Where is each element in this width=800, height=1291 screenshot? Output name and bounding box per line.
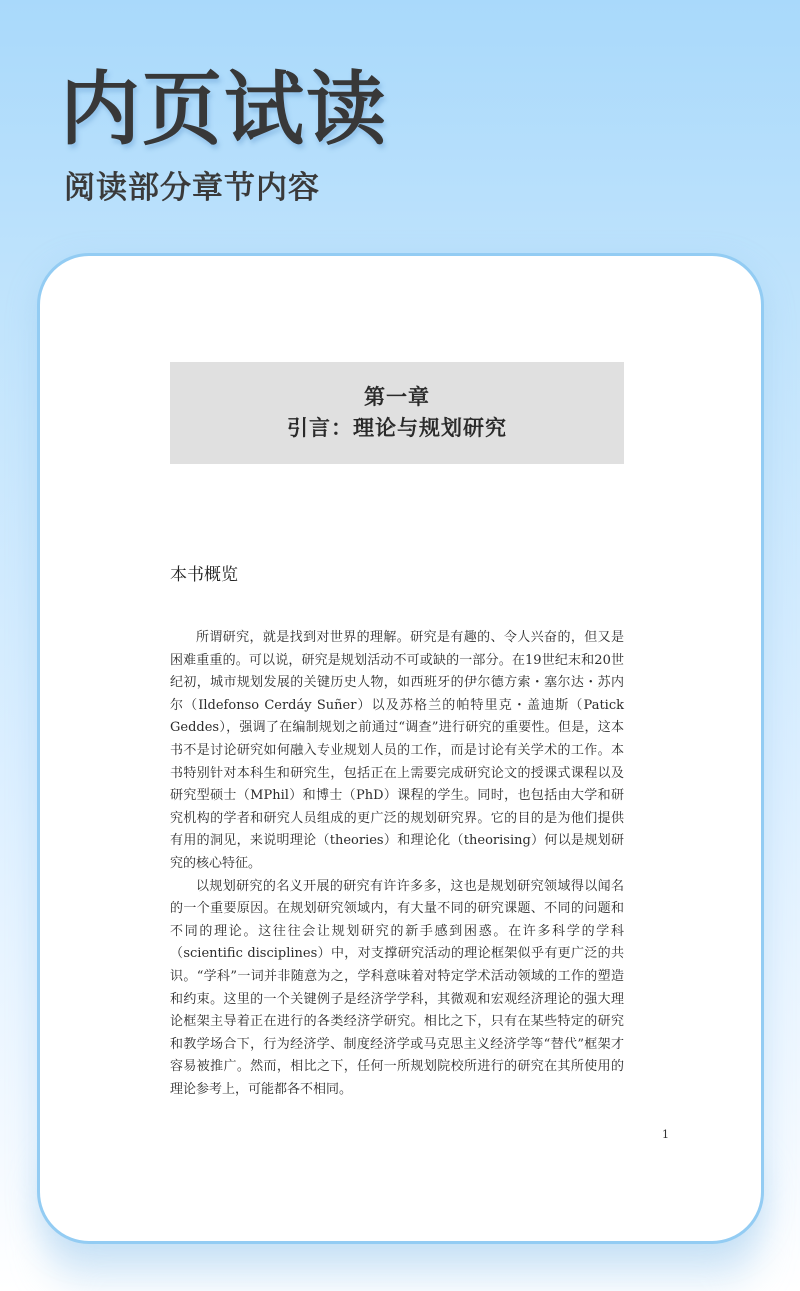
book-page xyxy=(170,362,624,1101)
page-number: 1 xyxy=(662,1128,669,1141)
chapter-title: 引言：理论与规划研究 xyxy=(287,415,507,440)
paragraph: 所谓研究，就是找到对世界的理解。研究是有趣的、令人兴奋的，但又是困难重重的。可以说，研究是规划活动不可或缺的一部分。在19世纪末和20世纪初，城市规划发展的关键历史人物，如西班牙的伊尔德方索・塞尔达・苏内尔（Ildefonso Cerdáy Suñer）以及苏格兰的帕特里克・盖迪斯（Patick Geddes），强调了在编制规划之前通过“调查”进行研究的重要性。但是，这本书不是讨论研究如何融入专业规划人员的工作，而是讨论有关学术的工作。本书特别针对本科生和研究生，包括正在上需要完成研究论文的授课式课程以及研究型硕士（MPhil）和博士（PhD）课程的学生。同时，也包括由大学和研究机构的学者和研究人员组成的更广泛的规划研究界。它的目的是为他们提供有用的洞见，来说明理论（theories）和理论化（theorising）何以是规划研究的核心特征。 xyxy=(170,630,624,871)
preview-card xyxy=(37,253,764,1244)
hero-subtitle: 阅读部分章节内容 xyxy=(64,170,320,206)
chapter-number: 第一章 xyxy=(364,384,430,409)
paragraph: 以规划研究的名义开展的研究有许许多多，这也是规划研究领域得以闻名的一个重要原因。在规划研究领域内，有大量不同的研究课题、不同的问题和不同的理论。这往往会让规划研究的新手感到困惑。在许多科学的学科（scientific disciplines）中，对支撑研究活动的理论框架似乎有更广泛的共识。“学科”一词并非随意为之，学科意味着对特定学术活动领域的工作的塑造和约束。这里的一个关键例子是经济学学科，其微观和宏观经济理论的强大理论框架主导着正在进行的各类经济学研究。相比之下，只有在某些特定的研究和教学场合下，行为经济学、制度经济学或马克思主义经济学等“替代”框架才容易被推广。然而，相比之下，任何一所规划院校所进行的研究在其所使用的理论参考上，可能都各不相同。 xyxy=(170,878,624,1097)
chapter-header xyxy=(170,362,624,464)
body-text xyxy=(170,627,624,1101)
section-heading: 本书概览 xyxy=(170,565,238,585)
hero-title: 内页试读 xyxy=(60,63,388,156)
